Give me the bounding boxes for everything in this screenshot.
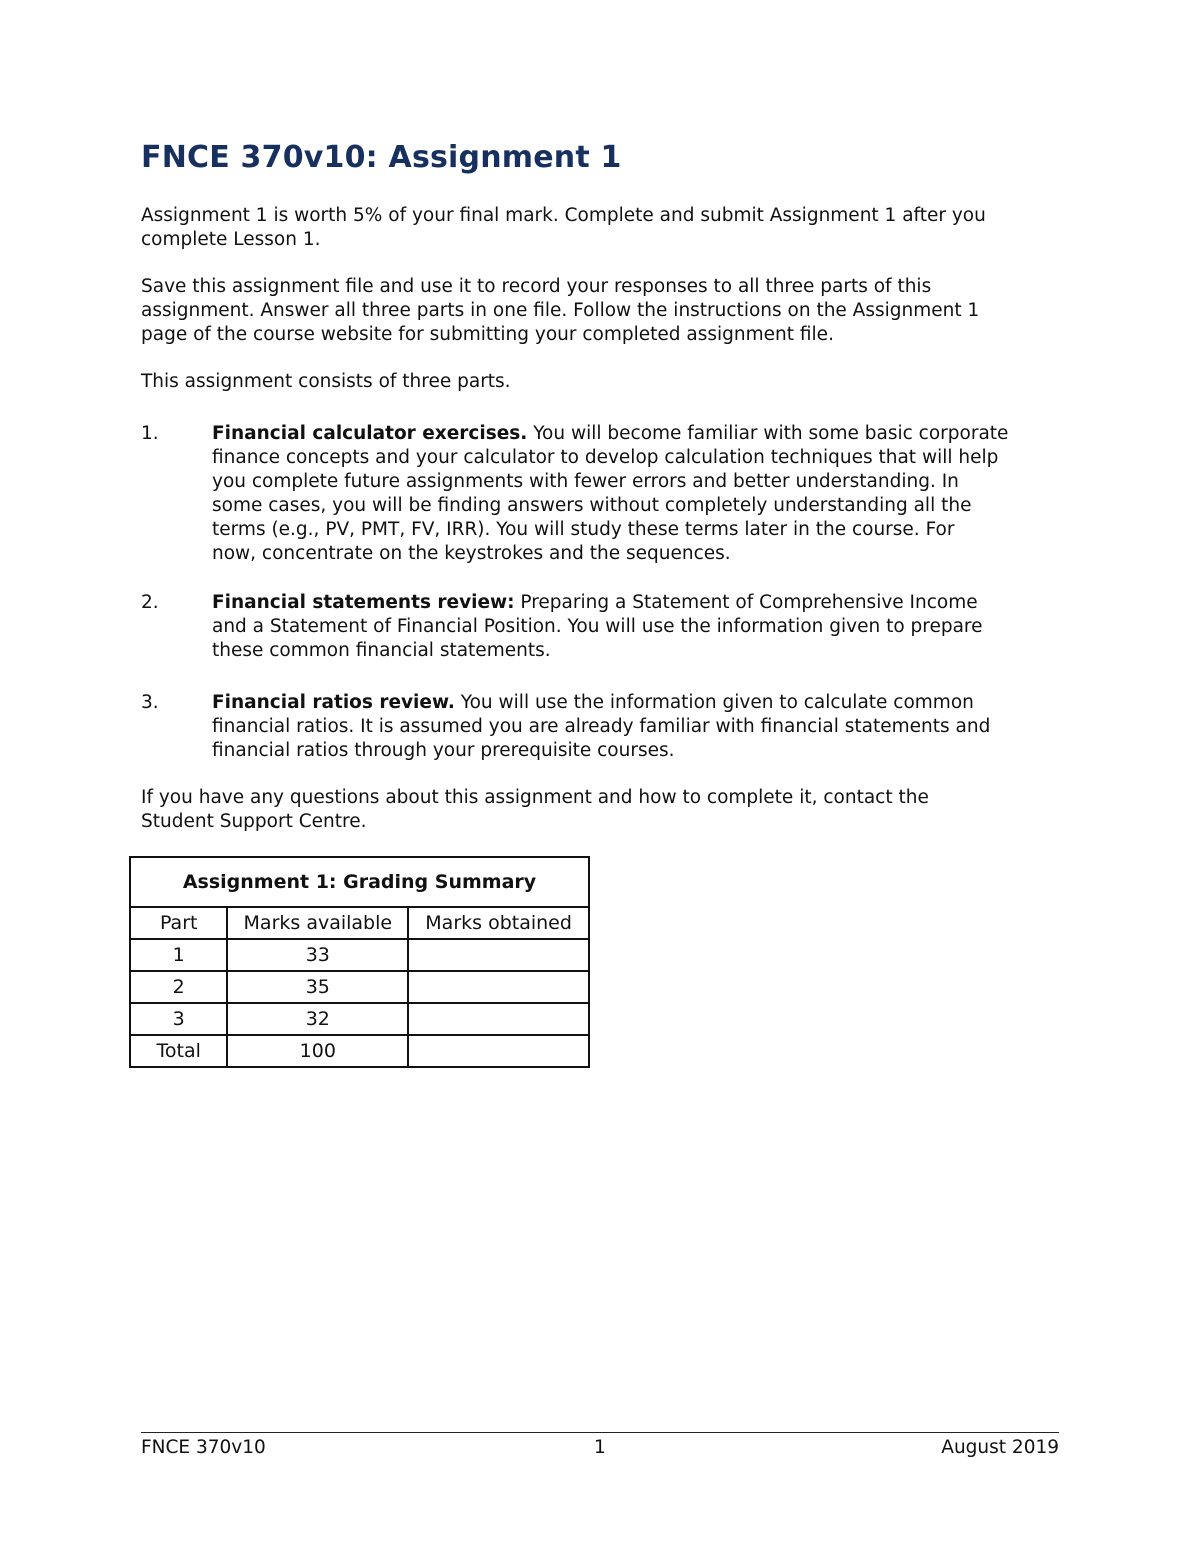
intro-paragraph [141, 204, 1071, 252]
footer-divider [141, 1432, 1059, 1433]
marks-obtained-cell[interactable] [408, 1003, 589, 1035]
contact-paragraph [141, 786, 1071, 834]
part-heading: Financial statements review: [212, 592, 515, 613]
marks-obtained-cell[interactable] [408, 939, 589, 971]
part-line: You will become familiar with some basic corporate [527, 423, 1009, 444]
part-heading: Financial calculator exercises. [212, 423, 528, 444]
part-line: You will use the information given to calculate common [454, 692, 974, 713]
contact-line: Student Support Centre. [141, 811, 367, 832]
table-header-row [130, 907, 589, 939]
part-body [212, 591, 1072, 663]
table-cell: 35 [227, 971, 408, 1003]
column-header: Marks available [227, 907, 408, 939]
part-number: 2. [141, 592, 159, 613]
part-body [212, 422, 1072, 566]
table-row [130, 971, 589, 1003]
page-title: FNCE 370v10: Assignment 1 [141, 140, 622, 175]
table-cell: 1 [130, 939, 227, 971]
instructions-line: Save this assignment file and use it to record your responses to all three parts of this [141, 276, 932, 297]
marks-obtained-cell[interactable] [408, 1035, 589, 1067]
column-header: Part [130, 907, 227, 939]
grading-summary-table [129, 856, 590, 1068]
instructions-line: assignment. Answer all three parts in one file. Follow the instructions on the Assignment 1 [141, 300, 980, 321]
part-heading: Financial ratios review. [212, 692, 455, 713]
part-line: terms (e.g., PV, PMT, FV, IRR). You will study these terms later in the course. For [212, 519, 955, 540]
footer-page-number: 1 [594, 1437, 606, 1458]
marks-obtained-cell[interactable] [408, 971, 589, 1003]
table-total-row [130, 1035, 589, 1067]
table-cell: 100 [227, 1035, 408, 1067]
table-caption: Assignment 1: Grading Summary [130, 857, 589, 907]
part-line: and a Statement of Financial Position. You will use the information given to prepare [212, 616, 983, 637]
part-number: 3. [141, 692, 159, 713]
instructions-line: page of the course website for submitting your completed assignment file. [141, 324, 834, 345]
column-header: Marks obtained [408, 907, 589, 939]
part-line: Preparing a Statement of Comprehensive Income [514, 592, 978, 613]
table-cell: 2 [130, 971, 227, 1003]
parts-intro: This assignment consists of three parts. [141, 371, 511, 392]
part-line: these common financial statements. [212, 640, 551, 661]
table-cell: Total [130, 1035, 227, 1067]
table-cell: 33 [227, 939, 408, 971]
intro-line: Assignment 1 is worth 5% of your final mark. Complete and submit Assignment 1 after you [141, 205, 986, 226]
table-cell: 32 [227, 1003, 408, 1035]
part-line: you complete future assignments with fewer errors and better understanding. In [212, 471, 959, 492]
instructions-paragraph [141, 275, 1071, 347]
intro-line: complete Lesson 1. [141, 229, 321, 250]
table-cell: 3 [130, 1003, 227, 1035]
table-row [130, 1003, 589, 1035]
part-line: finance concepts and your calculator to develop calculation techniques that will help [212, 447, 999, 468]
part-line: now, concentrate on the keystrokes and the sequences. [212, 543, 731, 564]
part-line: some cases, you will be finding answers without completely understanding all the [212, 495, 972, 516]
part-line: financial ratios. It is assumed you are already familiar with financial statements and [212, 716, 991, 737]
contact-line: If you have any questions about this assignment and how to complete it, contact the [141, 787, 929, 808]
part-line: financial ratios through your prerequisite courses. [212, 740, 675, 761]
part-number: 1. [141, 423, 159, 444]
table-row [130, 939, 589, 971]
part-body [212, 691, 1072, 763]
footer-date: August 2019 [941, 1437, 1059, 1458]
footer-course-code: FNCE 370v10 [141, 1437, 266, 1458]
